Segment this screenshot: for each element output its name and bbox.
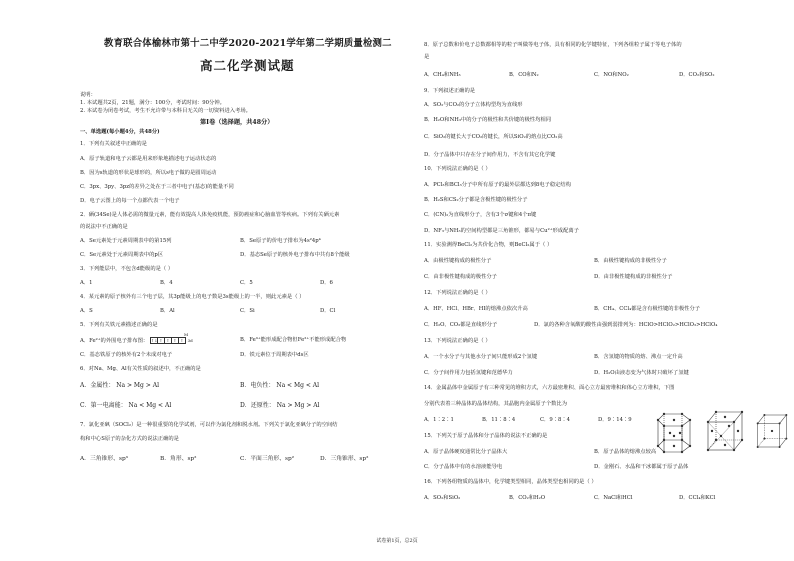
q7-option-a: A．三角锥形、sp³: [80, 456, 128, 462]
section-subtitle: 一、单选题(每小题4分，共48分): [80, 129, 160, 135]
question-2: 2．硒(34Se)是人体必需的微量元素，能有效提高人体免疫机能，预防癌症和心脑血管等疾病。下列有关硒元素: [80, 212, 340, 218]
q15-option-a: A．原子晶体硬度通常比分子晶体大: [424, 449, 508, 455]
question-4: 4．某元素的原子核外有三个电子层，其3p能级上的电子数是3s能级上的一半，则此元素是（ ）: [80, 294, 305, 300]
q1-option-d: D．电子云图上的每一个点都代表一个电子: [80, 198, 180, 204]
fcc-structure-diagram: [706, 408, 744, 454]
q7-option-c: C．平面三角形、sp²: [240, 456, 295, 462]
question-8-cont: 是: [424, 54, 430, 60]
orbital-marker: M: [184, 332, 189, 337]
q12-option-b: B．CH₄、CCl₄都是含有极性键的非极性分子: [594, 306, 701, 312]
q8-option-d: D．CO₂和SO₂: [679, 72, 715, 78]
q14-option-c: C．9∶8∶4: [540, 417, 571, 423]
q15-option-d: D．金刚石、水晶和干冰都属于原子晶体: [594, 464, 689, 470]
q5-option-c: C．基态铁原子的核外有2个未成对电子: [80, 352, 173, 358]
q12-option-a: A．HF、HCl、HBr、HI的熔沸点依次升高: [424, 306, 528, 312]
q2-option-b: B．Se原子的价电子排布为4s²4p⁴: [240, 238, 321, 244]
orbital-cell: ↑: [180, 338, 184, 343]
question-8: 8．原子总数和价电子总数都相等的粒子叫做等电子体，具有相同的化学键特征，下列各组粒子属于等电子体的: [424, 42, 682, 48]
q3-option-a: A．1: [80, 280, 93, 286]
q13-option-d: D．H₂O由液态变为气体时只破坏了氢键: [594, 370, 689, 376]
note-2: 2. 本试卷为闭卷考试，考生不允许带与本科目无关的一切资料进入考场。: [80, 108, 251, 114]
q13-option-a: A．一个水分子与其他水分子间只能形成2个氢键: [424, 354, 538, 360]
q5-option-a: [80, 337, 193, 345]
q10-option-b: B．H₂S和CS₂分子都是含极性键的极性分子: [424, 197, 528, 203]
exam-title: 教育联合体榆林市第十二中学2020-2021学年第二学期质量检测二: [104, 38, 392, 49]
bcc-structure-diagram: [756, 408, 788, 454]
q13-option-b: B．含氢键的物质的熔、沸点一定升高: [594, 354, 683, 360]
q12-option-d: D．氯的各种含氧酸的酸性由强到弱排列为：HClO>HClO₂>HClO₃>HClO₄: [534, 322, 718, 328]
q11-option-a: A．由极性键构成的极性分子: [424, 258, 492, 264]
q8-option-b: B．CO和N₂: [509, 72, 539, 78]
page-footer: 试卷第1页，总2页: [376, 538, 418, 544]
question-9: 9．下列叙述正确的是: [424, 88, 476, 94]
q2-option-c: C．Se元素处于元素周期表中的p区: [80, 252, 164, 258]
question-2-cont: 的说法中不正确的是: [80, 224, 128, 230]
q9-option-a: A．SO₂与CO₂的分子立体构型均为直线形: [424, 102, 523, 108]
orbital-cell: ↑: [165, 338, 172, 343]
q4-option-c: C．Si: [240, 308, 255, 314]
q1-option-c: C．3px、3py、3pz的差异之处在于三者中电子(基态)的能量不同: [80, 184, 234, 190]
q5-option-b: B．Fe³⁺能形成配合物但Fe²⁺不能形成配合物: [240, 337, 347, 343]
q9-option-b: B．H₂O和NH₃中的分子的极性和共价键的极性均相同: [424, 117, 551, 123]
question-16: 16．下列各组物质的晶体中，化学键类型相同，晶体类型也相同的是（ ）: [424, 479, 597, 485]
q1-option-b: B．因为s轨道的形状是球形的，所以s电子做的是圆周运动: [80, 170, 217, 176]
q16-option-b: B．CO₂和H₂O: [509, 495, 546, 501]
q4-option-d: D．Cl: [320, 308, 336, 314]
question-7-cont: 构和中心S原子的杂化方式的说法正确的是: [80, 436, 179, 442]
question-13: 13．下列说法正确的是（ ）: [424, 338, 491, 344]
q7-option-b: B．角形、sp²: [160, 456, 197, 462]
q5-option-d: D．铁元素位于周期表中ds区: [240, 352, 309, 358]
q6-option-c: C．第一电离能： Na < Mg < Al: [80, 402, 172, 409]
q8-option-c: C．NO和NO₂: [594, 72, 629, 78]
q10-option-c: C．(CN)₂为直线形分子，含有3个σ键和4个π键: [424, 212, 537, 218]
q10-option-d: D．NF₃与NH₃的空间构型都是三角锥形，都易与Cu²⁺形成配离子: [424, 228, 579, 234]
notes-label: 说明：: [80, 92, 96, 98]
question-14: 14．金属晶体中金属原子有三种常见的堆积方式，六方最密堆积、面心立方最密堆积和体心立方堆积，下图: [424, 385, 675, 391]
question-5: 5．下列有关铁元素描述正确的是: [80, 322, 158, 328]
orbital-cell: ↑↓: [150, 338, 158, 343]
q16-option-c: C．NaCl和HCl: [594, 495, 633, 501]
q6-option-a: A．金属性： Na > Mg > Al: [80, 382, 159, 389]
question-15: 15．下列关于原子晶体和分子晶体的说法不正确的是: [424, 433, 548, 439]
section-title: 第Ⅰ卷（选择题，共48分）: [200, 119, 274, 126]
question-10: 10．下列说法正确的是（ ）: [424, 166, 491, 172]
orbital-label: 3d: [187, 338, 193, 343]
q4-option-a: A．S: [80, 308, 93, 314]
hcp-structure-diagram: [656, 408, 694, 454]
q11-option-d: D．由非极性键构成的非极性分子: [594, 274, 673, 280]
question-3: 3．下列能层中，不包含d能级的是（ ）: [80, 266, 174, 272]
q12-option-c: C．H₂O、CO₂都是直线形分子: [424, 322, 498, 328]
q3-option-b: B．4: [160, 280, 173, 286]
q4-option-b: B．Al: [160, 308, 175, 314]
q3-option-d: D．6: [320, 280, 333, 286]
q14-option-b: B．11∶8∶4: [482, 417, 516, 423]
q16-option-a: A．SO₂和SiO₂: [424, 495, 461, 501]
q2-option-d: D．基态Se原子的核外电子排布中共有8个能级: [240, 252, 350, 258]
q1-option-a: A．原子轨道和电子云都是用来形象地描述电子运动状态的: [80, 156, 217, 162]
q14-option-a: A．1∶2∶1: [424, 417, 454, 423]
q16-option-d: D．CCl₄和KCl: [679, 495, 716, 501]
q9-option-d: D．分子晶体中只存在分子间作用力，不含有其它化学键: [424, 152, 556, 158]
q11-option-c: C．由非极性键构成的极性分子: [424, 274, 497, 280]
note-1: 1. 本试题共2页，21题，满分：100分，考试时间：90分钟。: [80, 100, 225, 106]
q15-option-b: B．原子晶体的熔沸点较高: [594, 449, 657, 455]
orbital-diagram: [150, 337, 186, 344]
q5-option-a-text: A．Fe²⁺的外围电子排布图：: [80, 338, 149, 344]
question-7: 7．氯化亚砜（SOCl₂）是一种很重要的化学试剂，可以作为氯化剂和脱水剂。下列关于氯化亚砜分子的空间结: [80, 422, 338, 428]
exam-subtitle: 高二化学测试题: [200, 58, 295, 73]
q6-option-b: B．电负性： Na < Mg < Al: [240, 382, 320, 389]
question-11: 11．实验测得BeCl₂为共价化合物，则BeCl₂属于（ ）: [424, 242, 553, 248]
question-14-cont: 分别代表着三种晶体的晶体结构，其晶胞内金属原子个数比为: [424, 401, 568, 407]
q3-option-c: C．5: [240, 280, 253, 286]
question-6: 6．对Na、Mg、Al有关性质的叙述中，不正确的是: [80, 366, 201, 372]
q13-option-c: C．分子间作用力包括氢键和范德华力: [424, 370, 513, 376]
q11-option-b: B．由极性键构成的非极性分子: [594, 258, 667, 264]
orbital-cell: ↑: [158, 338, 165, 343]
q7-option-d: D．三角锥形、sp²: [320, 456, 369, 462]
q6-option-d: D．还原性： Na > Mg > Al: [240, 402, 320, 409]
q2-option-a: A．Se元素处于元素周期表中的第15列: [80, 238, 172, 244]
q8-option-a: A．CH₄和NH₃: [424, 72, 461, 78]
q14-option-d: D．9∶14∶9: [598, 417, 632, 423]
q9-option-c: C．SiO₂的键长大于CO₂的键长，所以SiO₂的熔点比CO₂高: [424, 134, 563, 140]
question-12: 12．下列说法正确的是（ ）: [424, 290, 491, 296]
q10-option-a: A．PCl₃和BCl₃分子中所有原子的最外层都达到8电子稳定结构: [424, 182, 572, 188]
question-1: 1．下列有关叙述中正确的是: [80, 141, 147, 147]
q15-option-c: C．分子晶体中有的水溶液能导电: [424, 464, 503, 470]
orbital-cell: ↑: [172, 338, 179, 343]
